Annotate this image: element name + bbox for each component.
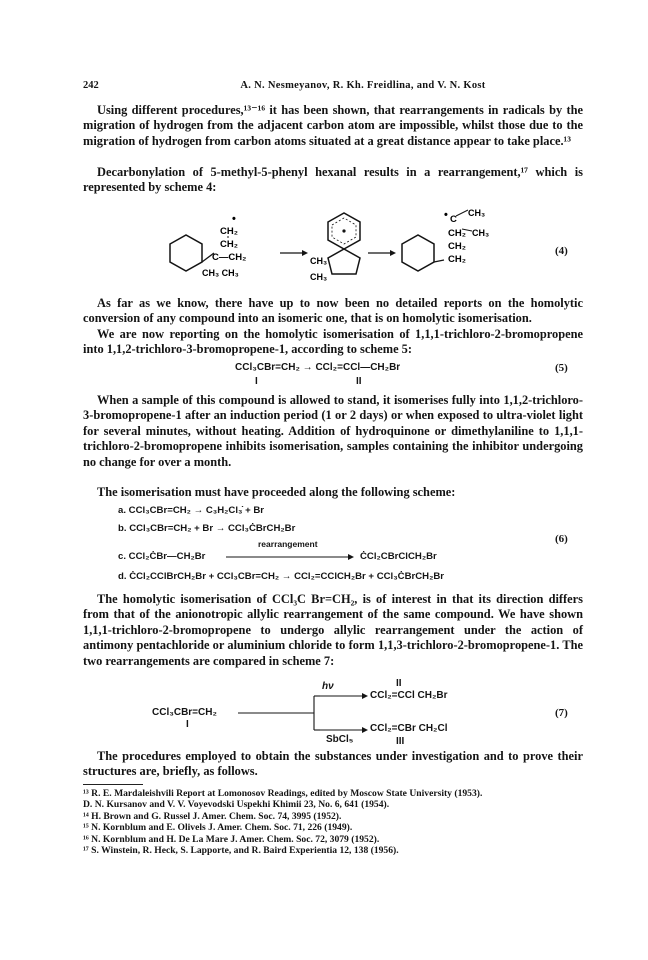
scheme-6-number: (6) [555, 533, 568, 545]
footnote-17: ¹⁷ S. Winstein, R. Heck, S. Lapporte, and R. Baird Experientia 12, 138 (1956). [83, 845, 399, 857]
scheme-7-upper-arrow [318, 692, 370, 702]
page-number: 242 [83, 80, 99, 91]
scheme-6-step-c-left: c. CCl₂ĊBr—CH₂Br [118, 551, 206, 562]
paragraph-6-text: The isomerisation must have proceeded along the following scheme: [97, 485, 456, 499]
paragraph-5-text: When a sample of this compound is allowed to stand, it isomerises fully into 1,1,2-trichloro-3-bromopropene-1 after an induction period (1 or 2 days) or when exposed to ultra-violet light for several minutes, without heating. Addition of hydroquinone or dimethylaniline to 1,1,1-trichloro-2-bromopropene inhibits isomerisation, samples containing the inhibitor undergoing no change for over a month. [83, 393, 583, 469]
paragraph-3 [83, 296, 583, 327]
right-ch2-a: CH₂ [448, 228, 466, 239]
paragraph-1 [83, 103, 583, 149]
running-header [83, 80, 583, 96]
scheme-7-number: (7) [555, 707, 568, 719]
scheme-5-label-1: I [255, 376, 258, 387]
paragraph-8 [83, 749, 583, 780]
footnote-16: ¹⁶ N. Kornblum and H. De La Mare J. Amer. Chem. Soc. 72, 3079 (1952). [83, 833, 380, 845]
footnote-13-cont: D. N. Kursanov and V. V. Voyevodski Uspekhi Khimii 23, No. 6, 641 (1954). [83, 799, 390, 811]
paragraph-3-text: As far as we know, there have up to now been no detailed reports on the homolytic conversion of any compound into an isomeric one, that is on homolytic isomerisation. [83, 296, 583, 326]
right-c: C [450, 214, 457, 225]
right-ch2-c: CH₂ [448, 254, 466, 265]
scheme-6-step-b: b. CCl₃CBr=CH₂ + Br → CCl₃ĊBrCH₂Br [118, 523, 296, 534]
scheme-7-lower-condition: SbCl₅ [326, 734, 354, 745]
middle-ch3-a: CH₃ [310, 256, 328, 266]
right-ch3-b: CH₃ [472, 228, 490, 238]
footnote-14: ¹⁴ H. Brown and G. Russel J. Amer. Chem. Soc. 74, 3995 (1952). [83, 810, 342, 822]
scheme-6-step-a: a. CCl₃CBr=CH₂ → C₃H₂Cl₃̇ + Br [118, 505, 265, 516]
scheme-7-reactant: CCl₃CBr=CH₂ [152, 707, 217, 718]
paragraph-2 [83, 165, 583, 196]
scheme-7-upper-label: II [396, 678, 402, 689]
footnotes [83, 788, 583, 856]
paragraph-8-text: The procedures employed to obtain the substances under investigation and to prove their structures are, briefly, as follows. [83, 749, 583, 779]
right-ch2-b: CH₂ [448, 241, 466, 252]
left-dimethyl: CH₃ CH₃ [202, 268, 239, 278]
paragraph-4 [83, 327, 583, 358]
scheme-4-structures [150, 208, 580, 296]
left-ch2-b: CH₂ [220, 239, 238, 250]
left-cyclohexane-ring [170, 235, 202, 271]
right-radical-dot: • [444, 209, 448, 221]
scheme-6-arrow-label: rearrangement [258, 539, 318, 549]
middle-ch3-b: CH₃ [310, 272, 328, 282]
scheme-7-lower-product: CCl₂=CBr CH₂Cl [370, 723, 448, 734]
scheme-7-upper-condition: hν [322, 681, 334, 692]
paragraph-5 [83, 393, 583, 470]
right-ch3-a: CH₃ [468, 208, 486, 218]
footnote-rule [83, 784, 143, 785]
paragraph-4-text: We are now reporting on the homolytic isomerisation of 1,1,1-trichloro-2-bromopropene into 1,1,2-trichloro-3-bromopropene-1, according to scheme 5: [83, 327, 583, 357]
running-authors: A. N. Nesmeyanov, R. Kh. Freidlina, and V. N. Kost [240, 80, 486, 91]
scheme-5-label-2: II [356, 376, 362, 387]
scheme-7-branch-arrows [238, 690, 328, 740]
footnote-13: ¹³ R. E. Mardaleishvili Report at Lomonosov Readings, edited by Moscow State University (1953). [83, 788, 483, 799]
paragraph-6 [83, 485, 583, 500]
scheme-7-lower-label: III [396, 736, 405, 747]
scheme-5-equation: CCl₃CBr=CH₂ → CCl₂=CCl—CH₂Br [235, 362, 401, 373]
left-c-ch2: C—CH₂ [212, 252, 247, 263]
scheme-6-step-d: d. ĊCl₂CClBrCH₂Br + CCl₃CBr=CH₂ → CCl₂=CClCH₂Br + CCl₃ĊBrCH₂Br [118, 571, 445, 582]
scheme-4-number: (4) [555, 245, 568, 257]
paragraph-2-text: Decarbonylation of 5-methyl-5-phenyl hexanal results in a rearrangement,¹⁷ which is represented by scheme 4: [83, 165, 583, 195]
middle-cyclopentane-ring [328, 249, 360, 274]
scheme-6-rearrangement-arrow [226, 552, 356, 562]
scheme-5-number: (5) [555, 362, 568, 374]
paragraph-7 [83, 592, 583, 669]
footnote-15: ¹⁵ N. Kornblum and E. Olivels J. Amer. Chem. Soc. 71, 226 (1949). [83, 822, 353, 834]
paragraph-7-text: The homolytic isomerisation of CCl₃C Br=CH₂, is of interest in that its direction differs from that of the anionotropic allylic rearrangement of the same compound. We have shown 1,1,1-trichloro-2-bromopropene to undergo allylic rearrangement under the action of antimony pentachloride or aluminium chloride to form 1,1,3-trichloro-2-bromopropene-1. The two rearrangements are compared in scheme 7: [83, 592, 583, 668]
paragraph-1-text: Using different procedures,¹³⁻¹⁶ it has been shown, that rearrangements in radicals by the migration of hydrogen from the adjacent carbon atom are impossible, whilst those due to the migration of hydrogen from carbon atoms situated at a great distance appear to take place.¹³ [83, 103, 583, 148]
scheme-7-upper-product: CCl₂=CCl CH₂Br [370, 690, 448, 701]
left-radical-dot: • [232, 213, 236, 225]
left-ch2-a: CH₂ [220, 226, 238, 237]
right-cyclohexane-ring [402, 235, 434, 271]
scheme-6-step-c-right: ĊCl₂CBrClCH₂Br [360, 551, 437, 562]
scheme-7-reactant-label: I [186, 719, 189, 730]
